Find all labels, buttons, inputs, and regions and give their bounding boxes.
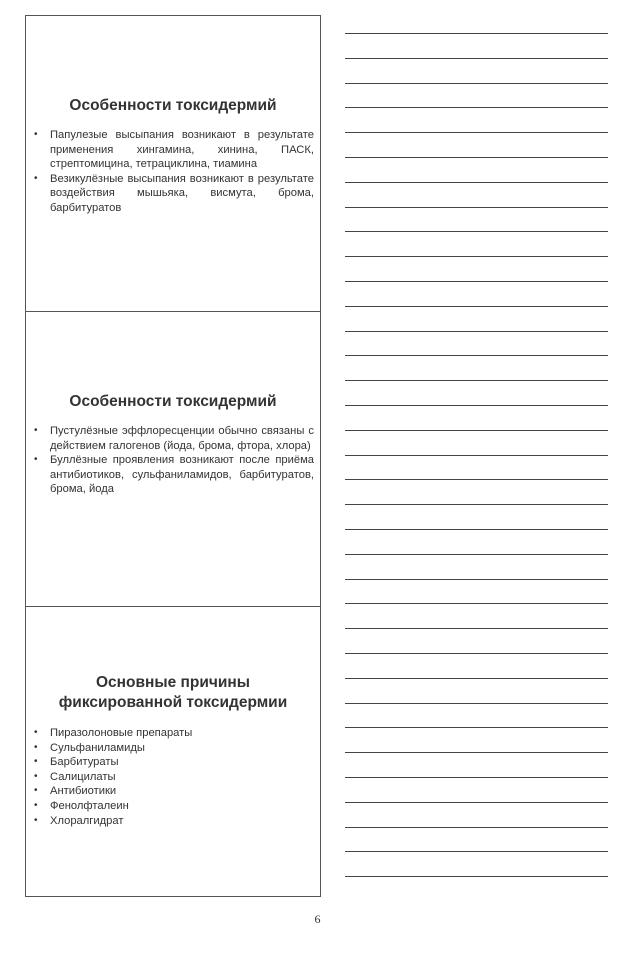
list-item: • Пустулёзные эффлоресценции обычно связаны с действием галогенов (йода, брома, фтора, хлора): [34, 424, 314, 453]
note-line: [345, 678, 608, 679]
note-line: [345, 603, 608, 604]
list-item: • Сульфаниламиды: [34, 741, 314, 756]
note-line: [345, 430, 608, 431]
note-line: [345, 157, 608, 158]
note-line: [345, 58, 608, 59]
note-line: [345, 380, 608, 381]
note-line: [345, 33, 608, 34]
note-line: [345, 355, 608, 356]
note-line: [345, 479, 608, 480]
notes-lines-area[interactable]: [345, 33, 608, 893]
note-line: [345, 256, 608, 257]
note-line: [345, 504, 608, 505]
slides-column: [25, 15, 321, 897]
list-item: • Антибиотики: [34, 784, 314, 799]
note-line: [345, 727, 608, 728]
list-item: • Пиразолоновые препараты: [34, 726, 314, 741]
slide-1: [26, 16, 320, 312]
note-line: [345, 405, 608, 406]
note-line: [345, 802, 608, 803]
slide-title-line-1: Основные причины: [95, 674, 251, 691]
note-line: [345, 876, 608, 877]
list-item: • Барбитураты: [34, 755, 314, 770]
note-line: [345, 579, 608, 580]
list-item: • Папулезые высыпания возникают в результате применения хингамина, хинина, ПАСК, стрептомицина, тетрациклина, тиамина: [34, 128, 314, 172]
note-line: [345, 331, 608, 332]
note-line: [345, 827, 608, 828]
note-line: [345, 107, 608, 108]
note-line: [345, 132, 608, 133]
slide-title: Особенности токсидермий: [69, 393, 277, 410]
note-line: [345, 207, 608, 208]
note-line: [345, 851, 608, 852]
note-line: [345, 182, 608, 183]
note-line: [345, 83, 608, 84]
note-line: [345, 752, 608, 753]
note-line: [345, 281, 608, 282]
note-line: [345, 455, 608, 456]
slide-3: [26, 606, 320, 898]
list-item: • Везикулёзные высыпания возникают в результате воздействия мышьяка, висмута, брома, барбитуратов: [34, 172, 314, 216]
slide-title: [26, 673, 320, 713]
note-line: [345, 529, 608, 530]
note-line: [345, 653, 608, 654]
bullet-list: [34, 128, 314, 216]
note-line: [345, 231, 608, 232]
note-line: [345, 628, 608, 629]
slide-title-line-2: фиксированной токсидермии: [58, 694, 288, 711]
page-number: 6: [314, 912, 321, 926]
slide-title: Особенности токсидермий: [69, 97, 277, 114]
note-line: [345, 777, 608, 778]
bullet-list: [34, 424, 314, 497]
list-item: • Салицилаты: [34, 770, 314, 785]
note-line: [345, 306, 608, 307]
list-item: • Фенолфталеин: [34, 799, 314, 814]
note-line: [345, 554, 608, 555]
note-line: [345, 703, 608, 704]
list-item: • Буллёзные проявления возникают после приёма антибиотиков, сульфаниламидов, барбитуратов, брома, йода: [34, 453, 314, 497]
list-item: • Хлоралгидрат: [34, 814, 314, 829]
slide-2: [26, 311, 320, 607]
bullet-list: [34, 726, 314, 828]
